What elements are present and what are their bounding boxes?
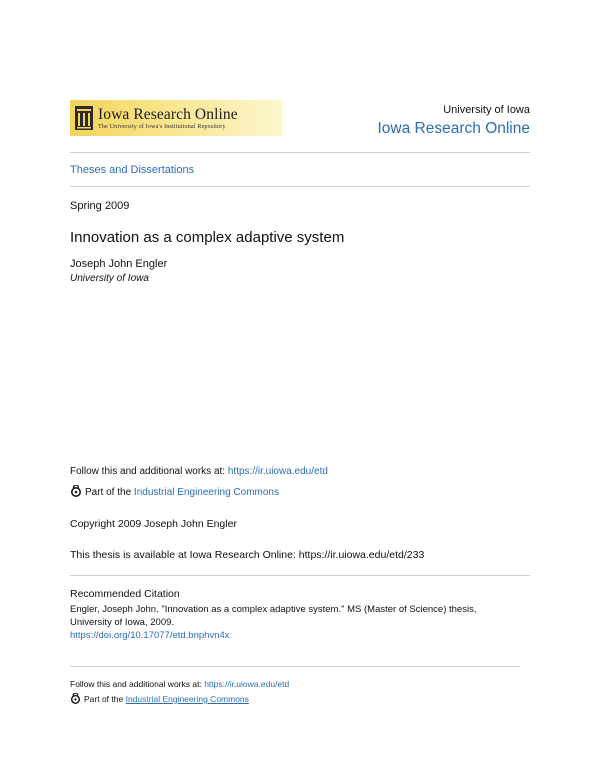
- part-of-prefix: Part of the: [85, 487, 134, 498]
- logo-subtitle: The University of Iowa's Institutional Repository: [98, 124, 226, 130]
- part-of-line: [70, 485, 279, 498]
- divider: [70, 152, 530, 153]
- publication-date: Spring 2009: [70, 200, 130, 212]
- footer-follow-prefix: Follow this and additional works at:: [70, 679, 205, 689]
- open-access-icon: [70, 485, 82, 497]
- citation-line-2: University of Iowa, 2009.: [70, 617, 175, 628]
- divider: [70, 575, 530, 576]
- divider: [70, 666, 520, 667]
- follow-url-link[interactable]: https://ir.uiowa.edu/etd: [227, 466, 328, 477]
- follow-prefix: Follow this and additional works at:: [70, 466, 228, 477]
- follow-line: [70, 466, 328, 477]
- footer-commons-link[interactable]: Industrial Engineering Commons: [125, 694, 249, 704]
- divider: [70, 186, 530, 187]
- open-access-icon: [70, 693, 81, 704]
- repository-link[interactable]: Iowa Research Online: [377, 120, 530, 137]
- collection-link[interactable]: Theses and Dissertations: [70, 164, 195, 176]
- citation-line-1: Engler, Joseph John. "Innovation as a complex adaptive system." MS (Master of Science) thesis,: [70, 604, 477, 615]
- institution-name: University of Iowa: [443, 104, 530, 116]
- building-icon: [74, 105, 94, 131]
- footer-follow-line: [70, 679, 289, 689]
- footer-part-of-prefix: Part of the: [84, 694, 126, 704]
- iowa-research-online-logo[interactable]: [70, 100, 283, 136]
- logo-title: Iowa Research Online: [98, 106, 238, 123]
- doi-link[interactable]: https://doi.org/10.17077/etd.bnphvn4x: [70, 630, 230, 641]
- commons-link[interactable]: Industrial Engineering Commons: [133, 487, 279, 498]
- copyright-statement: Copyright 2009 Joseph John Engler: [70, 518, 237, 530]
- citation-heading: Recommended Citation: [70, 588, 180, 600]
- availability-statement: This thesis is available at Iowa Research Online: https://ir.uiowa.edu/etd/233: [70, 549, 425, 561]
- document-title: Innovation as a complex adaptive system: [70, 229, 345, 246]
- author-affiliation: University of Iowa: [70, 273, 149, 284]
- footer-part-of-line: [70, 693, 249, 704]
- author-name: Joseph John Engler: [70, 258, 168, 270]
- footer-follow-url-link[interactable]: https://ir.uiowa.edu/etd: [204, 679, 290, 689]
